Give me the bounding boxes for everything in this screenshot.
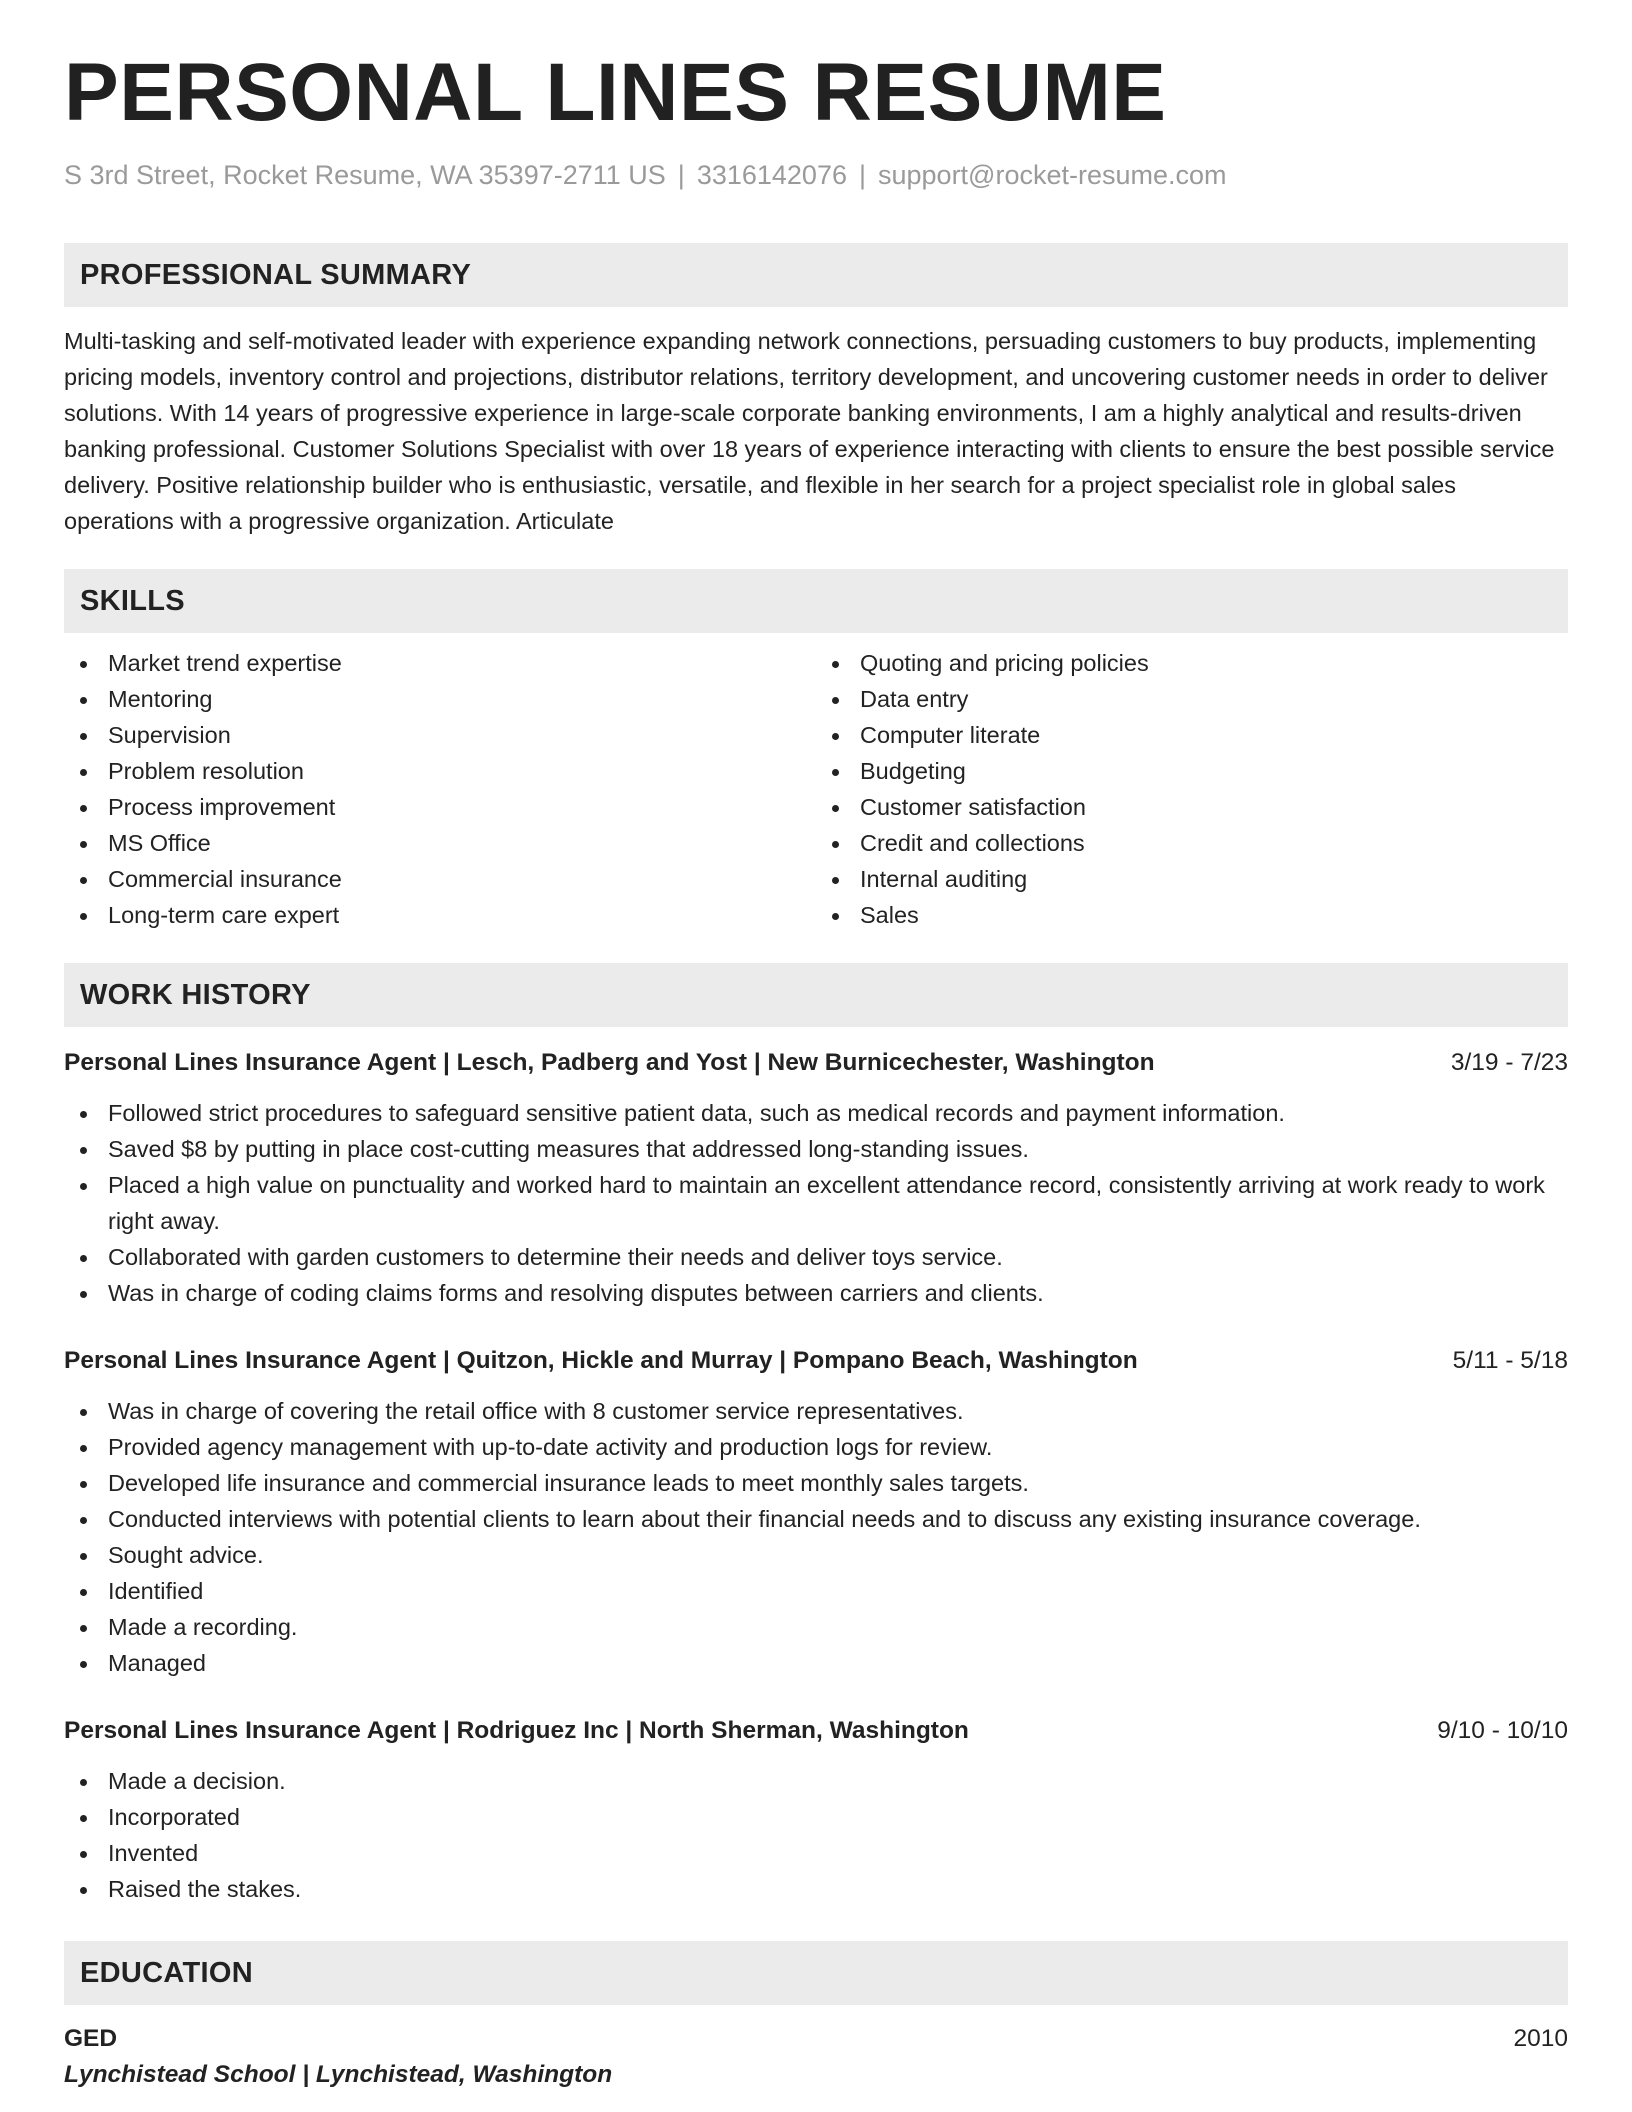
address: S 3rd Street, Rocket Resume, WA 35397-2711 US — [64, 160, 666, 190]
section-heading-skills: SKILLS — [64, 569, 1568, 633]
job-dates: 3/19 - 7/23 — [1450, 1049, 1568, 1076]
skill-item: Supervision — [64, 717, 816, 753]
education-entry — [64, 2021, 1568, 2057]
job-bullet: Placed a high value on punctuality and worked hard to maintain an excellent attendance record, consistently arriving at work ready to work right away. — [64, 1167, 1568, 1239]
skill-item: Commercial insurance — [64, 861, 816, 897]
job-bullet: Sought advice. — [64, 1537, 1568, 1573]
skill-item: Customer satisfaction — [816, 789, 1568, 825]
skills-list — [64, 645, 1568, 933]
skill-item: Budgeting — [816, 753, 1568, 789]
email: support@rocket-resume.com — [878, 160, 1227, 190]
resume-title: PERSONAL LINES RESUME — [64, 47, 1167, 138]
skill-item: Mentoring — [64, 681, 816, 717]
education-year: 2010 — [1513, 2025, 1568, 2052]
skill-item: Problem resolution — [64, 753, 816, 789]
job-header — [64, 1713, 1568, 1749]
job-bullets — [64, 1095, 1568, 1311]
contact-line — [64, 160, 1568, 191]
job-bullet: Invented — [64, 1835, 1568, 1871]
section-heading-work: WORK HISTORY — [64, 963, 1568, 1027]
job-bullet: Collaborated with garden customers to determine their needs and deliver toys service. — [64, 1239, 1568, 1275]
skills-column-left — [64, 645, 816, 933]
education-degree: GED — [64, 2025, 118, 2052]
job-bullet: Was in charge of coding claims forms and resolving disputes between carriers and clients. — [64, 1275, 1568, 1311]
job-header — [64, 1343, 1568, 1379]
education-school: Lynchistead School | Lynchistead, Washington — [64, 2061, 613, 2088]
job-entry — [64, 1713, 1568, 1907]
job-bullet: Made a recording. — [64, 1609, 1568, 1645]
skill-item: Data entry — [816, 681, 1568, 717]
job-bullets — [64, 1763, 1568, 1907]
contact-separator: | — [677, 160, 685, 190]
skills-column-right — [816, 645, 1568, 933]
job-bullet: Identified — [64, 1573, 1568, 1609]
skill-item: MS Office — [64, 825, 816, 861]
skill-item: Internal auditing — [816, 861, 1568, 897]
job-title: Personal Lines Insurance Agent | Quitzon, Hickle and Murray | Pompano Beach, Washington — [64, 1347, 1138, 1374]
job-header — [64, 1045, 1568, 1081]
skill-item: Computer literate — [816, 717, 1568, 753]
job-dates: 9/10 - 10/10 — [1437, 1717, 1568, 1744]
job-title: Personal Lines Insurance Agent | Lesch, Padberg and Yost | New Burnicechester, Washington — [64, 1049, 1155, 1076]
job-bullet: Was in charge of covering the retail office with 8 customer service representatives. — [64, 1393, 1568, 1429]
job-dates: 5/11 - 5/18 — [1452, 1347, 1568, 1374]
job-bullet: Provided agency management with up-to-date activity and production logs for review. — [64, 1429, 1568, 1465]
skill-item: Process improvement — [64, 789, 816, 825]
job-bullet: Saved $8 by putting in place cost-cutting measures that addressed long-standing issues. — [64, 1131, 1568, 1167]
job-bullet: Incorporated — [64, 1799, 1568, 1835]
contact-separator: | — [858, 160, 866, 190]
skill-item: Market trend expertise — [64, 645, 816, 681]
job-bullet: Developed life insurance and commercial insurance leads to meet monthly sales targets. — [64, 1465, 1568, 1501]
phone: 3316142076 — [696, 160, 847, 190]
job-bullets — [64, 1393, 1568, 1681]
job-bullet: Conducted interviews with potential clients to learn about their financial needs and to discuss any existing insurance coverage. — [64, 1501, 1568, 1537]
skill-item: Long-term care expert — [64, 897, 816, 933]
skill-item: Sales — [816, 897, 1568, 933]
job-entry — [64, 1343, 1568, 1681]
job-bullet: Made a decision. — [64, 1763, 1568, 1799]
skill-item: Credit and collections — [816, 825, 1568, 861]
skill-item: Quoting and pricing policies — [816, 645, 1568, 681]
section-heading-summary: PROFESSIONAL SUMMARY — [64, 243, 1568, 307]
job-bullet: Followed strict procedures to safeguard sensitive patient data, such as medical records and payment information. — [64, 1095, 1568, 1131]
job-bullet: Managed — [64, 1645, 1568, 1681]
job-title: Personal Lines Insurance Agent | Rodriguez Inc | North Sherman, Washington — [64, 1717, 969, 1744]
summary-text: Multi-tasking and self-motivated leader with experience expanding network connections, persuading customers to buy products, implementing pricing models, inventory control and projections, distributor relations, territory development, and uncovering customer needs in order to deliver solutions. With 14 years of progressive experience in large-scale corporate banking environments, I am a highly analytical and results-driven banking professional. Customer Solutions Specialist with over 18 years of experience interacting with clients to ensure the best possible service delivery. Positive relationship builder who is enthusiastic, versatile, and flexible in her search for a project specialist role in global sales operations with a progressive organization. Articulate — [64, 328, 1555, 534]
job-entry — [64, 1045, 1568, 1311]
section-heading-education: EDUCATION — [64, 1941, 1568, 2005]
job-bullet: Raised the stakes. — [64, 1871, 1568, 1907]
